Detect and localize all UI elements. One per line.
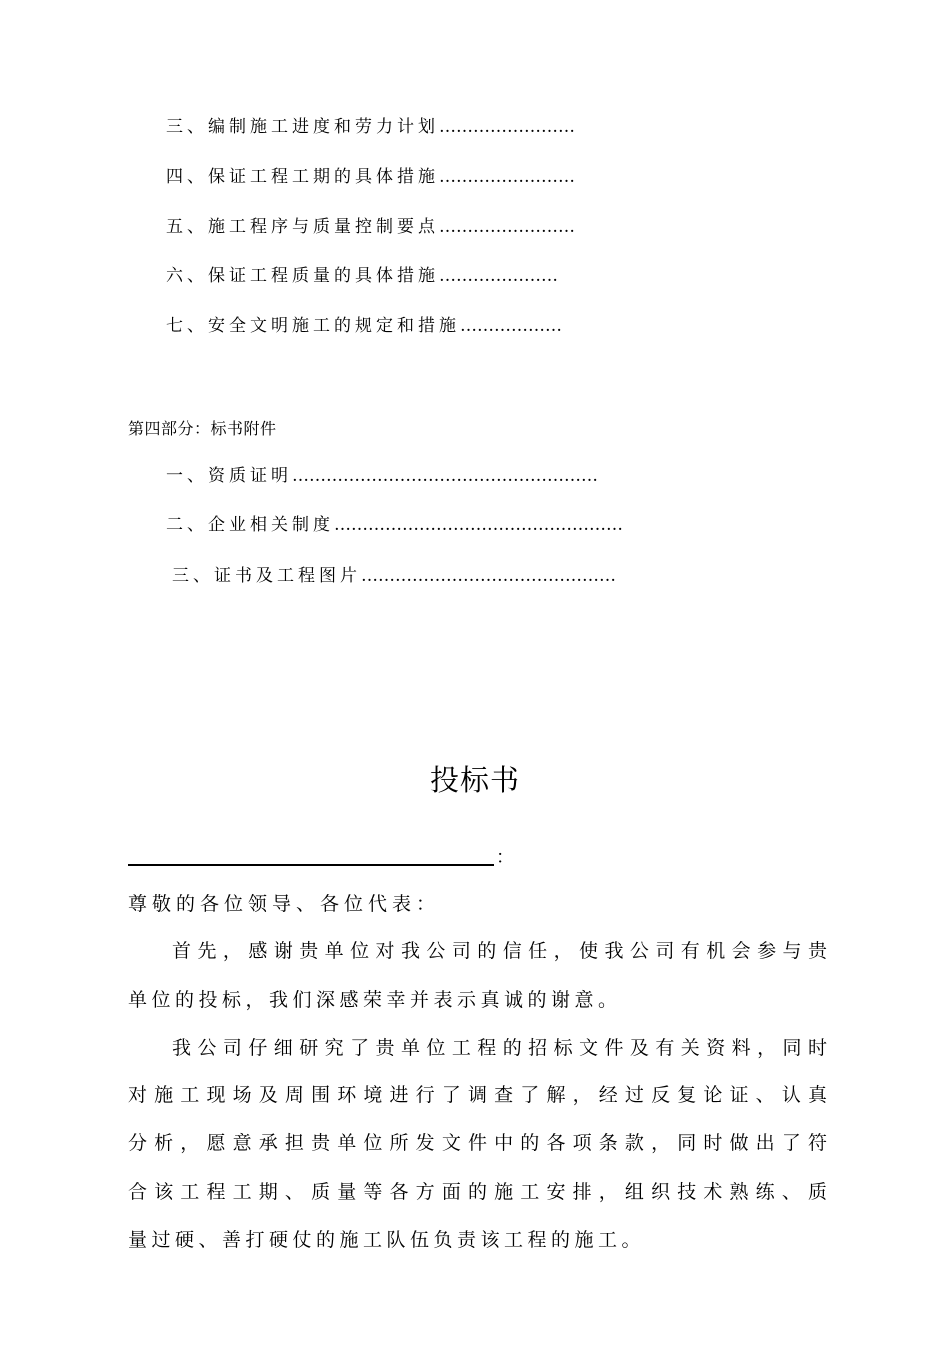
toc-leader-dots: ……………… [460,316,562,336]
toc-leader-dots: ……………………………………… [361,566,616,586]
paragraph-line: 合该工程工期、质量等各方面的施工安排，组织技术熟练、质 [128,1181,827,1203]
toc-item-label: 二、企业相关制度 [166,515,334,535]
toc-item [166,515,623,535]
toc-item-label: 四、保证工程工期的具体措施 [166,167,439,187]
salutation: 尊敬的各位领导、各位代表： [128,893,441,915]
addressee-colon: ： [496,847,514,868]
toc-item-label: 一、资质证明 [166,466,292,486]
toc-item-label: 五、施工程序与质量控制要点 [166,217,439,237]
paragraph-line: 分析，愿意承担贵单位所发文件中的各项条款，同时做出了符 [128,1132,827,1154]
toc-leader-dots: …………………… [439,117,575,137]
part4-heading: 第四部分：标书附件 [128,419,277,438]
toc-item [166,466,598,486]
paragraph-line: 对施工现场及周围环境进行了调查了解，经过反复论证、认真 [128,1084,827,1106]
toc-item [172,566,616,586]
document-title: 投标书 [429,763,520,797]
toc-leader-dots: …………………… [439,217,575,237]
toc-item-label: 六、保证工程质量的具体措施 [166,266,439,286]
toc-item [166,217,575,237]
toc-leader-dots: …………………… [439,167,575,187]
toc-item [166,167,575,187]
toc-item [166,316,562,336]
toc-item [166,117,575,137]
toc-leader-dots: …………………………………………… [334,515,623,535]
paragraph-line: 单位的投标，我们深感荣幸并表示真诚的谢意。 [128,989,622,1011]
toc-item-label: 三、编制施工进度和劳力计划 [166,117,439,137]
toc-item-label: 七、安全文明施工的规定和措施 [166,316,460,336]
paragraph-line: 我公司仔细研究了贵单位工程的招标文件及有关资料，同时 [172,1037,827,1059]
toc-item [166,266,558,286]
addressee-blank-line [128,864,494,866]
paragraph-line: 首先，感谢贵单位对我公司的信任，使我公司有机会参与贵 [172,940,827,962]
toc-leader-dots: ………………… [439,266,558,286]
paragraph-line: 量过硬、善打硬仗的施工队伍负责该工程的施工。 [128,1229,646,1251]
toc-item-label: 三、证书及工程图片 [172,566,361,586]
toc-leader-dots: ……………………………………………… [292,466,598,486]
